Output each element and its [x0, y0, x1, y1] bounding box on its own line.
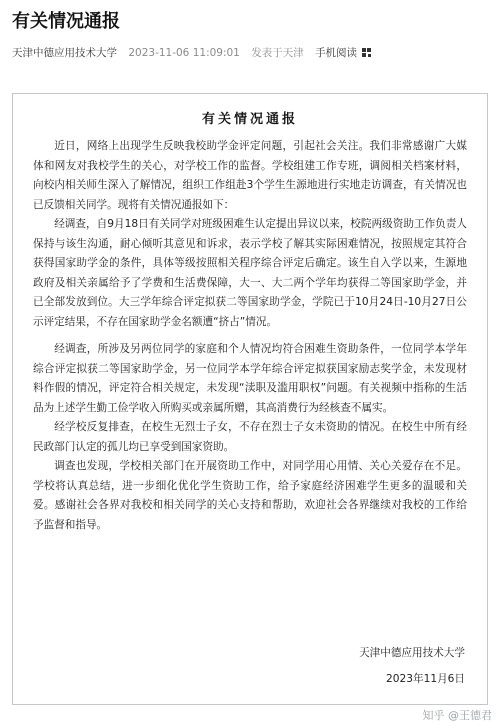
- source-name[interactable]: 天津中德应用技术大学: [12, 47, 117, 59]
- document-paragraph: 近日，网络上出现学生反映我校助学金评定问题，引起社会关注。我们非常感谢广大媒体和网友对我校学生的关心，对学校工作的监督。学校组建工作专班，调阅相关档案材料，向校内相关师生深入了解情况，组织工作组赴3个学生生源地进行实地走访调查，有关情况也已反馈相关同学。现将有关情况通报如下：: [33, 140, 467, 211]
- document-paragraph: 经调查，自9月18日有关同学对班级困难生认定提出异议以来，校院两级资助工作负责人保持与该生沟通，耐心倾听其意见和诉求，表示学校了解其实际困难情况，按照规定其符合获得国家助学金的条件，具体等级按照相关程序综合评定后确定。该生自入学以来，生源地政府及相关亲属给予了学费和生活费保障，大一、大二两个学年均获得二等国家助学金，并已全部发放到位。大三学年综合评定拟获二等国家助学金，学院已于10月24日-10月27日公示评定结果，不存在国家助学金名额遭“挤占”情况。: [33, 218, 467, 328]
- document-paragraph: 经调查，所涉及另两位同学的家庭和个人情况均符合困难生资助条件，一位同学本学年综合评定拟获二等国家助学金，另一位同学本学年综合评定拟获国家励志奖学金，未发现材料作假的情况，评定符合相关规定，未发现“渎职及滥用职权”问题。有关视频中指称的生活品为上述学生勤工俭学收入所购买或亲属所赠，其高消费行为经核查不属实。: [33, 343, 467, 414]
- mobile-read-link[interactable]: 手机阅读: [315, 47, 358, 59]
- page-header: [0, 0, 500, 60]
- article-meta: [12, 46, 488, 60]
- watermark-platform: 知乎: [422, 709, 445, 722]
- document-signature-block: [359, 640, 465, 692]
- notice-document: [12, 93, 488, 705]
- signature-org: 天津中德应用技术大学: [359, 647, 465, 659]
- qr-code-icon[interactable]: [362, 48, 371, 57]
- publish-datetime: 2023-11-06 11:09:01: [128, 47, 240, 59]
- document-title: 有关情况通报: [201, 112, 298, 127]
- document-paragraph: 调查也发现，学校相关部门在开展资助工作中，对同学用心用情、关心关爱存在不足。学校将认真总结，进一步细化优化学生资助工作，给予家庭经济困难学生更多的温暖和关爱。感谢社会各界对我校和相关同学的关心支持和帮助，欢迎社会各界继续对我校的工作给予监督和指导。: [33, 460, 467, 531]
- publish-location: 发表于天津: [251, 47, 304, 59]
- watermark-author: @王德君: [448, 709, 492, 722]
- document-paragraph: 经学校反复排查，在校生无烈士子女，不存在烈士子女未资助的情况。在校生中所有经民政部门认定的孤儿均已享受到国家资助。: [33, 421, 467, 453]
- signature-date: 2023年11月6日: [386, 673, 465, 685]
- page-title: 有关情况通报: [12, 11, 120, 32]
- platform-watermark: [423, 708, 493, 724]
